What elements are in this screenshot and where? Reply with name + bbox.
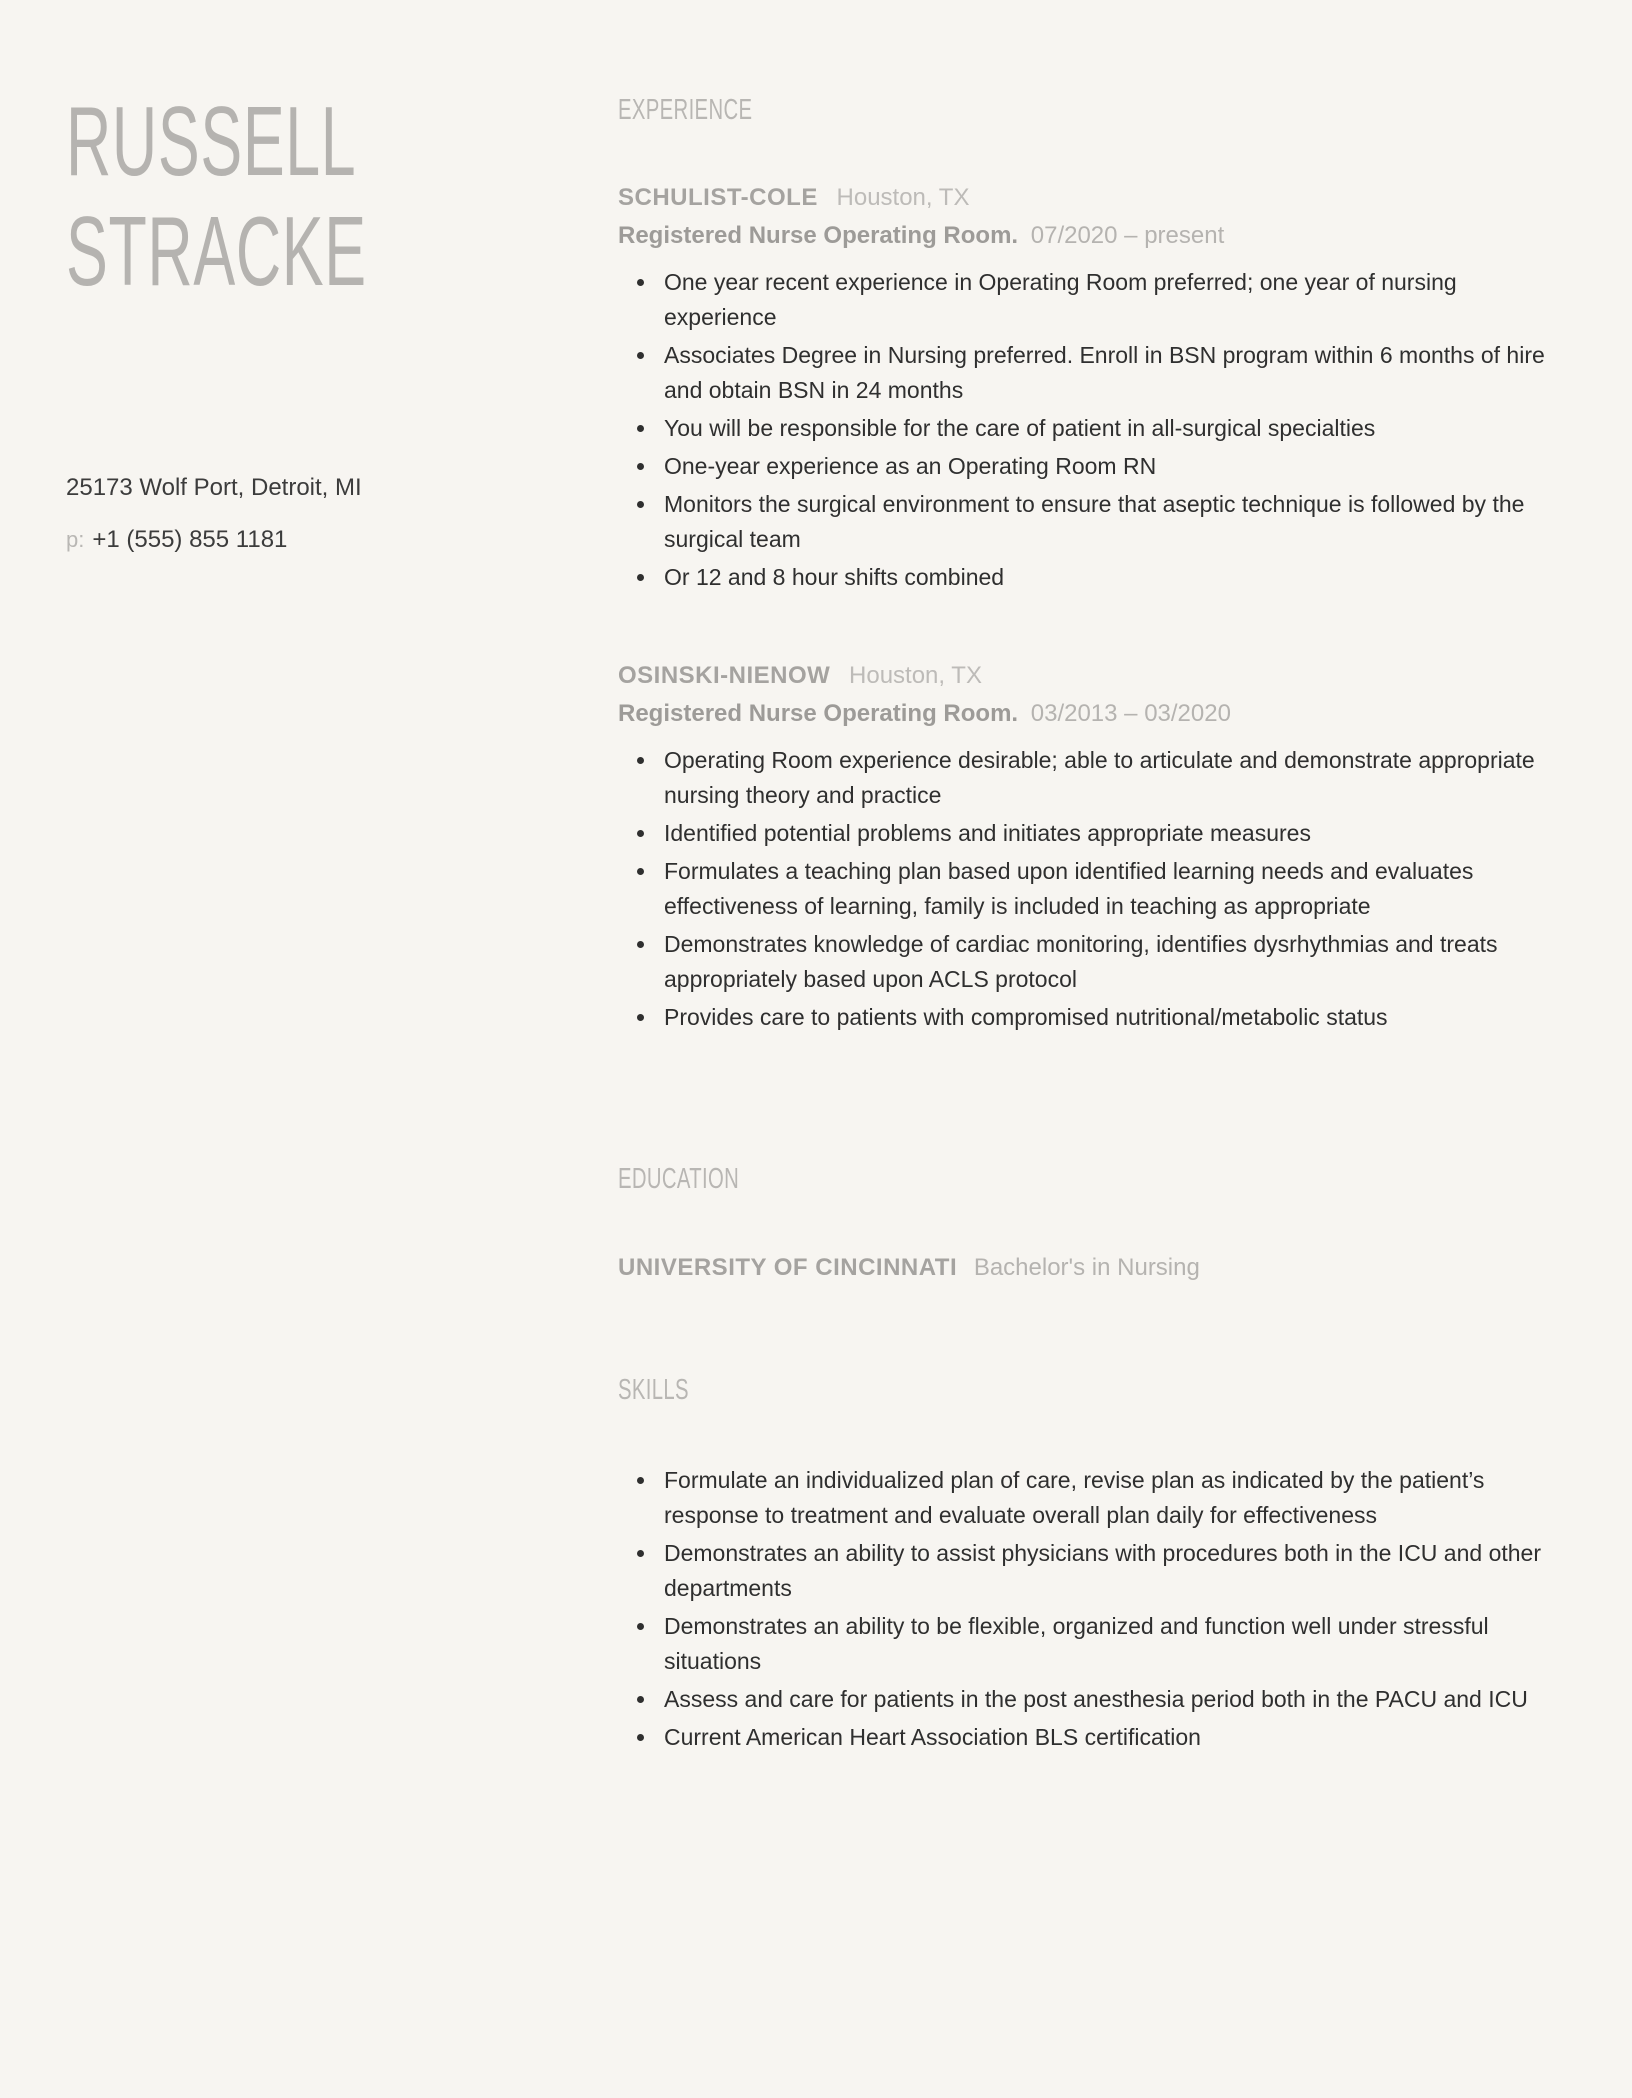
candidate-name — [66, 86, 556, 306]
name-line-1: RUSSELL — [66, 86, 357, 196]
education-section-heading — [618, 1165, 1568, 1194]
education-entry — [618, 1254, 1568, 1282]
job-title: Registered Nurse Operating Room. — [618, 222, 1019, 249]
bullet-item: • Demonstrates an ability to assist physicians with procedures both in the ICU and other departments — [658, 1536, 1568, 1606]
bullet-item: • Assess and care for patients in the post anesthesia period both in the PACU and ICU — [658, 1682, 1568, 1717]
skills-section-heading — [618, 1376, 1568, 1405]
job-header — [618, 183, 1568, 213]
experience-section-heading — [618, 96, 1568, 125]
bullet-item: • Formulates a teaching plan based upon identified learning needs and evaluates effectiveness of learning, family is included in teaching as appropriate — [658, 854, 1568, 924]
job-subheader — [618, 699, 1568, 729]
degree-name: Bachelor's in Nursing — [973, 1254, 1200, 1281]
company-location: Houston, TX — [836, 184, 970, 211]
company-name: SCHULIST-COLE — [618, 184, 818, 211]
job-header — [618, 661, 1568, 691]
bullet-item: • Demonstrates knowledge of cardiac monitoring, identifies dysrhythmias and treats appropriately based upon ACLS protocol — [658, 927, 1568, 997]
phone-line — [66, 526, 556, 554]
experience-heading-text: EXPERIENCE — [618, 94, 753, 126]
skills-bullet-list — [618, 1463, 1568, 1755]
bullet-item: • Current American Heart Association BLS certification — [658, 1720, 1568, 1755]
company-location: Houston, TX — [849, 662, 982, 689]
address-text: 25173 Wolf Port, Detroit, MI — [66, 474, 362, 501]
bullet-item: • One year recent experience in Operating Room preferred; one year of nursing experience — [658, 265, 1568, 335]
bullet-item: • Associates Degree in Nursing preferred. Enroll in BSN program within 6 months of hire and obtain BSN in 24 months — [658, 338, 1568, 408]
left-column — [66, 0, 556, 554]
bullet-item: • One-year experience as an Operating Room RN — [658, 449, 1568, 484]
skills-heading-text: SKILLS — [618, 1374, 689, 1406]
bullet-item: • Demonstrates an ability to be flexible, organized and function well under stressful situations — [658, 1609, 1568, 1679]
job-title: Registered Nurse Operating Room. — [618, 700, 1019, 727]
company-name: OSINSKI-NIENOW — [618, 662, 831, 689]
bullet-item: • Or 12 and 8 hour shifts combined — [658, 560, 1568, 595]
job-dates: 03/2013 – 03/2020 — [1030, 700, 1231, 727]
right-column — [618, 0, 1568, 1758]
school-name: UNIVERSITY OF CINCINNATI — [618, 1254, 958, 1281]
bullet-item: • You will be responsible for the care of patient in all-surgical specialties — [658, 411, 1568, 446]
bullet-item: • Provides care to patients with compromised nutritional/metabolic status — [658, 1000, 1568, 1035]
job-entry-osinski-nienow — [618, 661, 1568, 1035]
bullet-item: • Identified potential problems and initiates appropriate measures — [658, 816, 1568, 851]
bullet-item: • Formulate an individualized plan of care, revise plan as indicated by the patient’s response to treatment and evaluate overall plan daily for effectiveness — [658, 1463, 1568, 1533]
phone-label: p: — [66, 527, 85, 552]
job-bullet-list — [618, 265, 1568, 595]
job-subheader — [618, 221, 1568, 251]
name-line-2: STRACKE — [66, 196, 367, 306]
job-entry-schulist-cole — [618, 183, 1568, 595]
phone-number: +1 (555) 855 1181 — [92, 526, 288, 553]
job-dates: 07/2020 – present — [1030, 222, 1225, 249]
bullet-item: • Operating Room experience desirable; able to articulate and demonstrate appropriate nursing theory and practice — [658, 743, 1568, 813]
education-heading-text: EDUCATION — [618, 1163, 740, 1195]
bullet-item: • Monitors the surgical environment to ensure that aseptic technique is followed by the surgical team — [658, 487, 1568, 557]
job-bullet-list — [618, 743, 1568, 1035]
